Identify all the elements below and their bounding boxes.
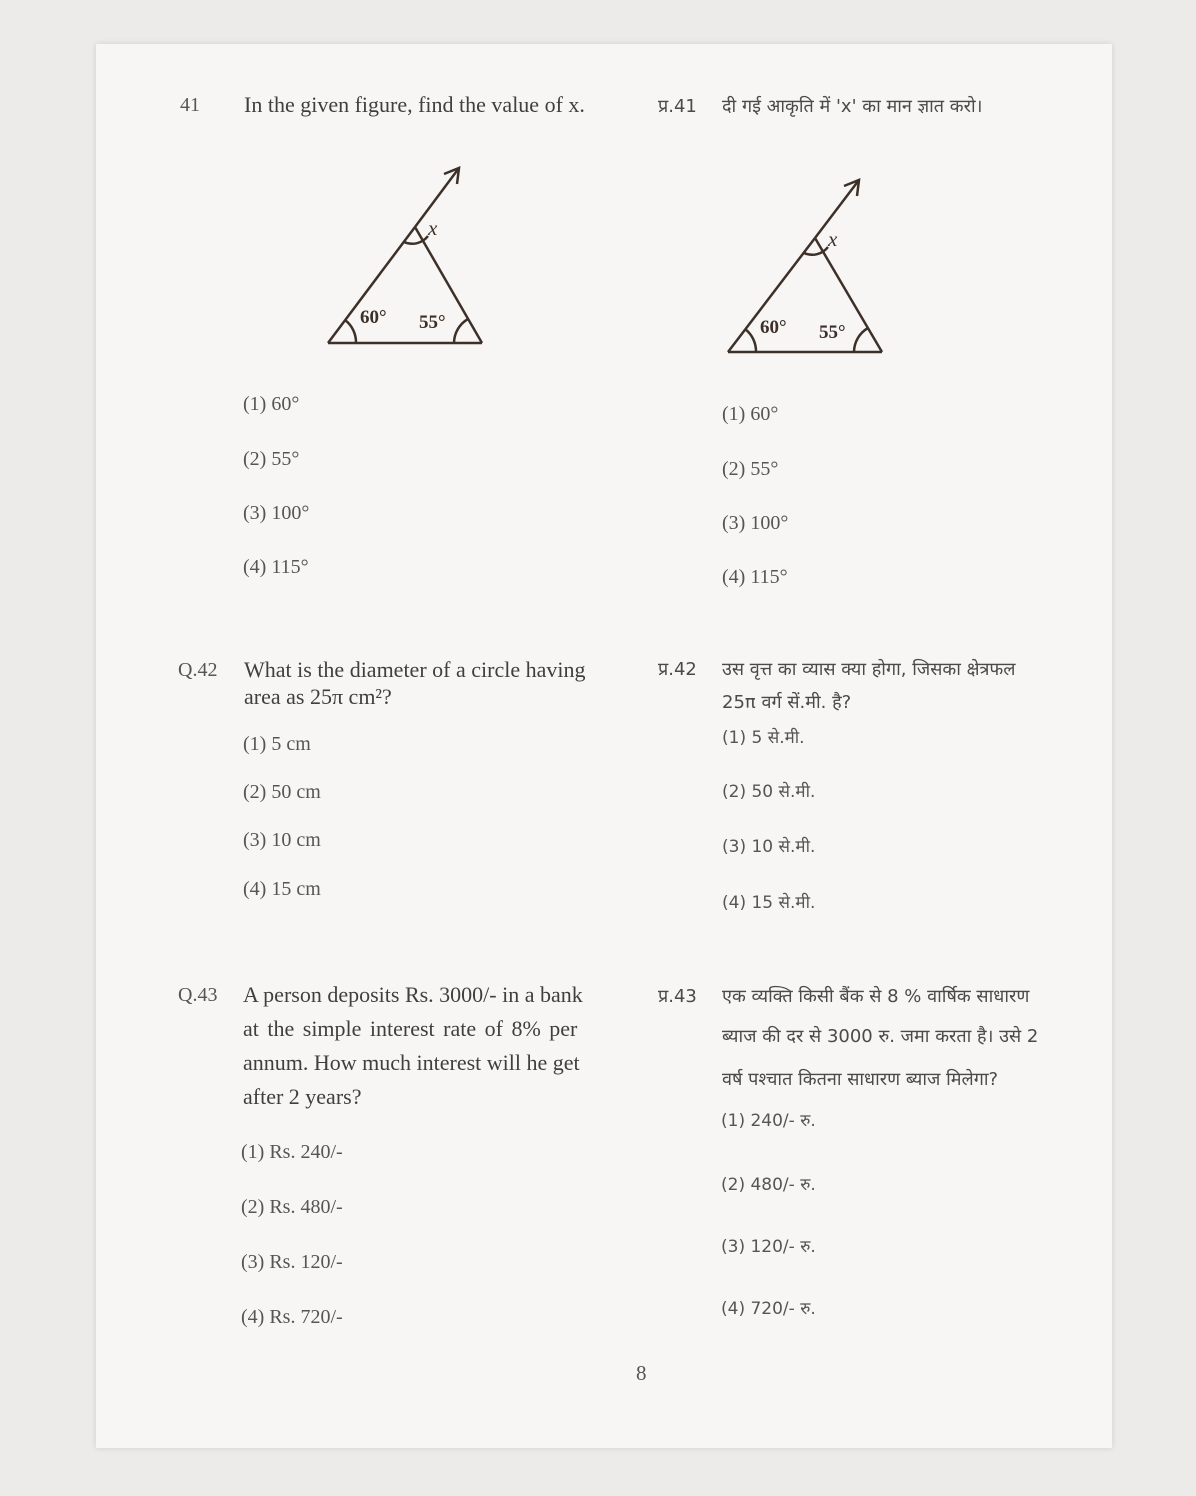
q42-text-line-1: What is the diameter of a circle having	[244, 657, 586, 682]
q42-text-line-2: area as 25π cm²?	[244, 684, 392, 709]
q43-hindi-option-1: (1) 240/- रु.	[721, 1111, 816, 1131]
q42-hindi-option-1: (1) 5 से.मी.	[722, 728, 805, 748]
q41-text: In the given figure, find the value of x.	[244, 92, 585, 117]
angle-60-label-hindi: 60°	[760, 317, 787, 338]
q43-hindi-text-line-2: ब्याज की दर से 3000 रु. जमा करता है। उसे 2	[722, 1026, 1039, 1047]
triangle-figure-hindi	[716, 172, 896, 362]
q43-text-line-2: at the simple interest rate of 8% per	[243, 1016, 578, 1041]
q43-text-line-4: after 2 years?	[243, 1084, 362, 1109]
q41-option-1: (1) 60°	[243, 393, 300, 415]
q41-hindi-option-4: (4) 115°	[722, 566, 788, 588]
q41-option-2: (2) 55°	[243, 448, 300, 470]
q43-hindi-text-line-1: एक व्यक्ति किसी बैंक से 8 % वार्षिक साधारण	[722, 986, 1030, 1007]
q42-number: Q.42	[178, 659, 218, 681]
q41-hindi-number: प्र.41	[658, 96, 697, 117]
q43-hindi-option-4: (4) 720/- रु.	[721, 1299, 816, 1319]
angle-x-label: x	[428, 216, 438, 240]
q43-option-2: (2) Rs. 480/-	[241, 1196, 343, 1218]
q41-hindi-text: दी गई आकृति में 'x' का मान ज्ञात करो।	[722, 96, 983, 117]
q42-hindi-option-3: (3) 10 से.मी.	[722, 837, 816, 857]
page-number: 8	[636, 1361, 647, 1385]
q43-hindi-option-2: (2) 480/- रु.	[721, 1175, 816, 1195]
q43-text	[243, 978, 631, 1114]
q42-hindi-text-line-2: 25π वर्ग सें.मी. है?	[722, 692, 852, 713]
q42-option-1: (1) 5 cm	[243, 733, 311, 755]
q43-number: Q.43	[178, 984, 218, 1006]
q43-option-1: (1) Rs. 240/-	[241, 1141, 343, 1163]
q41-hindi-option-2: (2) 55°	[722, 458, 779, 480]
angle-55-label-hindi: 55°	[819, 322, 846, 343]
q42-option-4: (4) 15 cm	[243, 878, 321, 900]
q43-text-line-1: A person deposits Rs. 3000/- in a bank	[243, 982, 583, 1007]
q43-hindi-number: प्र.43	[658, 986, 697, 1007]
q42-hindi-number: प्र.42	[658, 659, 697, 680]
q41-option-3: (3) 100°	[243, 502, 310, 524]
q42-option-2: (2) 50 cm	[243, 781, 321, 803]
q43-option-3: (3) Rs. 120/-	[241, 1251, 343, 1273]
q41-hindi-option-1: (1) 60°	[722, 403, 779, 425]
q43-hindi-option-3: (3) 120/- रु.	[721, 1237, 816, 1257]
q42-hindi-option-2: (2) 50 से.मी.	[722, 782, 816, 802]
q41-number: 41	[180, 94, 200, 116]
q41-hindi-option-3: (3) 100°	[722, 512, 789, 534]
q41-option-4: (4) 115°	[243, 556, 309, 578]
q43-text-line-3: annum. How much interest will he get	[243, 1050, 580, 1075]
q43-option-4: (4) Rs. 720/-	[241, 1306, 343, 1328]
q42-hindi-text-line-1: उस वृत्त का व्यास क्या होगा, जिसका क्षेत्रफल	[722, 659, 1016, 680]
angle-60-label: 60°	[360, 307, 387, 328]
angle-55-label: 55°	[419, 312, 446, 333]
q42-option-3: (3) 10 cm	[243, 829, 321, 851]
angle-x-label-hindi: x	[828, 227, 838, 251]
triangle-figure	[316, 160, 496, 350]
q43-hindi-text-line-3: वर्ष पश्चात कितना साधारण ब्याज मिलेगा?	[722, 1069, 999, 1090]
q42-hindi-option-4: (4) 15 से.मी.	[722, 893, 816, 913]
